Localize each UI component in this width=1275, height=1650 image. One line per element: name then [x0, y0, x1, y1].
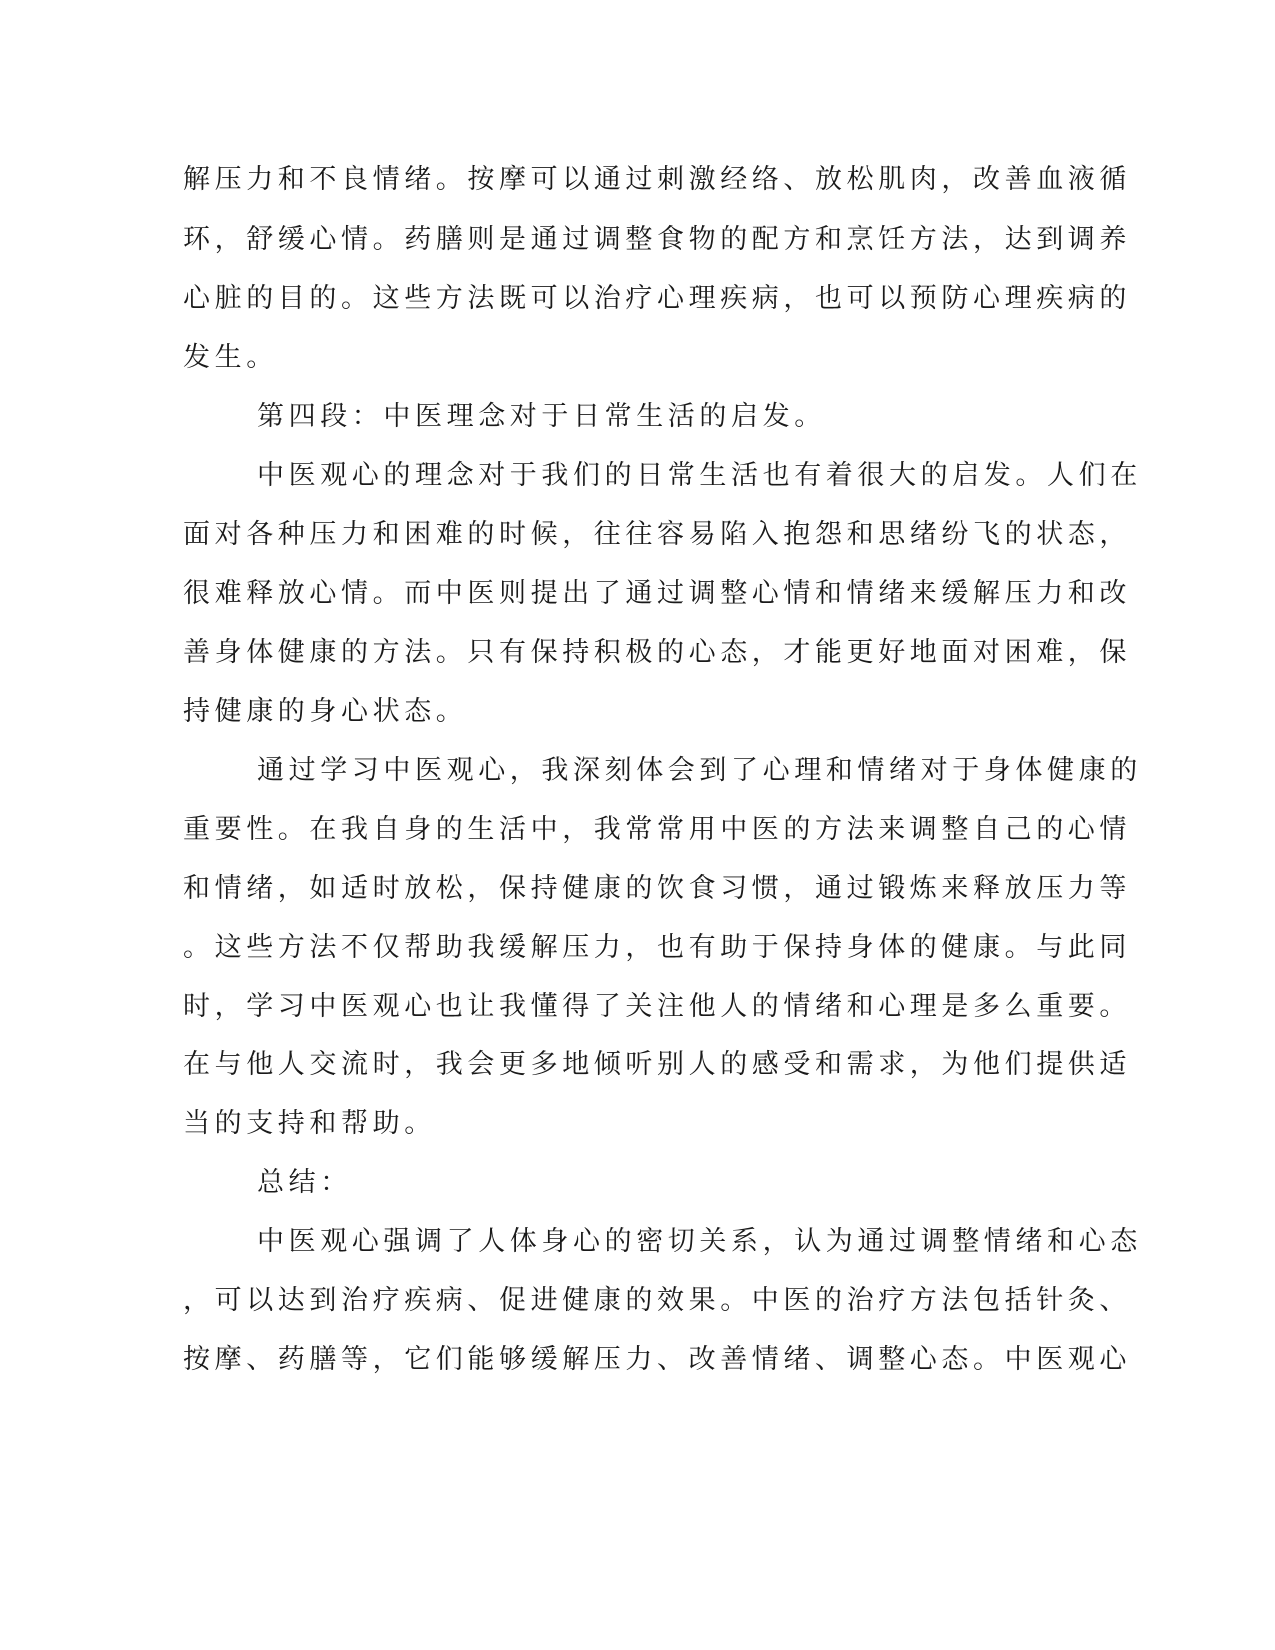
text-line: 很难释放心情。而中医则提出了通过调整心情和情绪来缓解压力和改 [183, 578, 1131, 609]
text-line: 按摩、药膳等，它们能够缓解压力、改善情绪、调整心态。中医观心 [183, 1344, 1131, 1375]
text-line: ，可以达到治疗疾病、促进健康的效果。中医的治疗方法包括针灸、 [183, 1285, 1131, 1316]
text-line: 。这些方法不仅帮助我缓解压力，也有助于保持身体的健康。与此同 [183, 932, 1131, 963]
text-line: 中医观心强调了人体身心的密切关系，认为通过调整情绪和心态 [257, 1226, 1142, 1257]
text-line: 当的支持和帮助。 [183, 1108, 436, 1139]
text-line: 心脏的目的。这些方法既可以治疗心理疾病，也可以预防心理疾病的 [183, 283, 1131, 314]
text-line: 环，舒缓心情。药膳则是通过调整食物的配方和烹饪方法，达到调养 [183, 224, 1131, 255]
text-line: 善身体健康的方法。只有保持积极的心态，才能更好地面对困难，保 [183, 637, 1131, 668]
text-line: 重要性。在我自身的生活中，我常常用中医的方法来调整自己的心情 [183, 814, 1131, 845]
text-line: 通过学习中医观心，我深刻体会到了心理和情绪对于身体健康的 [257, 755, 1142, 786]
text-line: 面对各种压力和困难的时候，往往容易陷入抱怨和思绪纷飞的状态， [183, 519, 1131, 550]
text-line: 发生。 [183, 342, 278, 373]
text-line: 中医观心的理念对于我们的日常生活也有着很大的启发。人们在 [257, 460, 1142, 491]
text-line: 持健康的身心状态。 [183, 696, 468, 727]
text-line: 时，学习中医观心也让我懂得了关注他人的情绪和心理是多么重要。 [183, 991, 1131, 1022]
text-line: 解压力和不良情绪。按摩可以通过刺激经络、放松肌肉，改善血液循 [183, 164, 1131, 195]
text-line: 在与他人交流时，我会更多地倾听别人的感受和需求，为他们提供适 [183, 1049, 1131, 1080]
text-line: 和情绪，如适时放松，保持健康的饮食习惯，通过锻炼来释放压力等 [183, 873, 1131, 904]
section-heading: 第四段：中医理念对于日常生活的启发。 [257, 401, 826, 432]
section-heading: 总结： [257, 1167, 352, 1198]
